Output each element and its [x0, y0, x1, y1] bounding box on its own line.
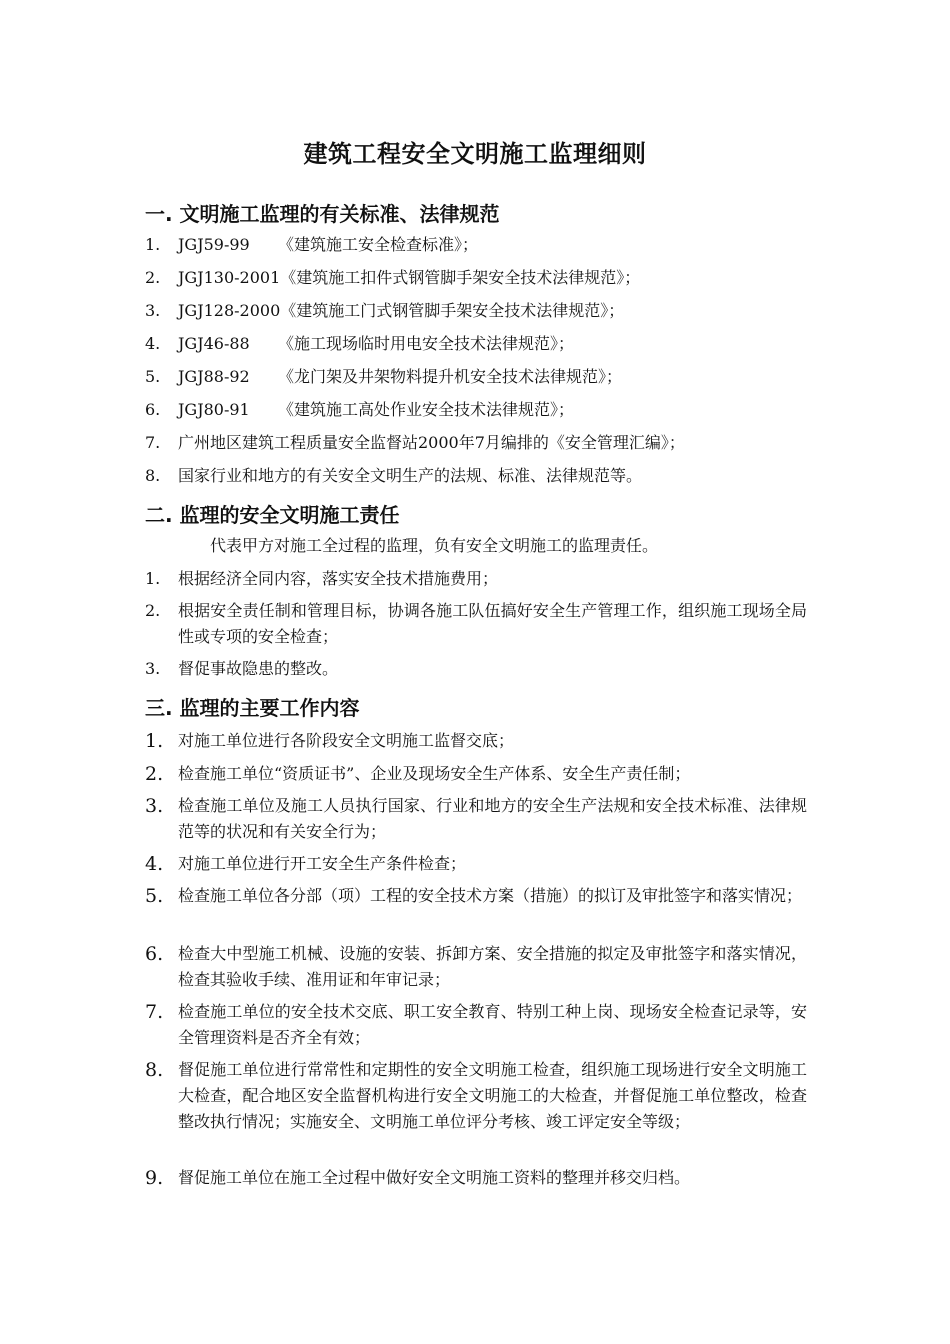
list-text: 根据安全责任制和管理目标，协调各施工队伍搞好安全生产管理工作，组织施工现场全局性或专项的安全检查； [178, 601, 807, 646]
list-text: 根据经济全同内容，落实安全技术措施费用； [178, 569, 499, 588]
list-text: 检查施工单位的安全技术交底、职工安全教育、特别工种上岗、现场安全检查记录等，安全管理资料是否齐全有效； [178, 1002, 807, 1047]
list-item [145, 999, 807, 1051]
list-text: 对施工单位进行开工安全生产条件检查； [178, 854, 467, 873]
list-item [145, 598, 807, 650]
standard-title: 《建筑施工门式钢管脚手架安全技术法律规范》； [280, 301, 625, 320]
list-item [145, 728, 807, 754]
list-item [145, 656, 807, 682]
list-item [145, 883, 807, 909]
list-text: 督促施工单位在施工全过程中做好安全文明施工资料的整理并移交归档。 [178, 1168, 691, 1187]
section-heading-standards: 一. 文明施工监理的有关标准、法律规范 [145, 202, 500, 226]
standard-code: JGJ128-2000 [178, 301, 281, 320]
list-number: 4. [145, 853, 164, 875]
standard-title: 《施工现场临时用电安全技术法律规范》； [278, 334, 575, 353]
standard-title: 《建筑施工高处作业安全技术法律规范》； [278, 400, 575, 419]
list-item [145, 298, 807, 324]
standard-code: JGJ80-91 [178, 400, 250, 419]
list-text: 检查大中型施工机械、设施的安装、拆卸方案、安全措施的拟定及审批签字和落实情况，检查其验收手续、准用证和年审记录； [178, 944, 807, 989]
list-number: 3. [145, 301, 161, 320]
list-number: 7. [145, 433, 161, 452]
list-item [145, 761, 807, 787]
list-number: 4. [145, 334, 161, 353]
standard-title: 《建筑施工安全检查标准》； [278, 235, 479, 254]
list-number: 8. [145, 1059, 164, 1081]
list-number: 6. [145, 400, 161, 419]
list-number: 6. [145, 943, 164, 965]
list-item [145, 331, 807, 357]
list-item [145, 851, 807, 877]
standard-code: JGJ130-2001 [178, 268, 281, 287]
list-item [145, 1057, 807, 1135]
list-text: 检查施工单位各分部（项）工程的安全技术方案（措施）的拟订及审批签字和落实情况； [178, 886, 803, 905]
list-item [145, 232, 807, 258]
list-item [145, 1165, 807, 1191]
list-number: 3. [145, 659, 161, 678]
section-heading-responsibility: 二. 监理的安全文明施工责任 [145, 503, 400, 527]
list-number: 2. [145, 268, 161, 287]
list-number: 5. [145, 885, 164, 907]
list-item [145, 463, 807, 489]
list-item [145, 566, 807, 592]
list-number: 1. [145, 730, 164, 752]
standard-code: JGJ88-92 [178, 367, 250, 386]
list-text: 对施工单位进行各阶段安全文明施工监督交底； [178, 731, 515, 750]
list-number: 1. [145, 235, 161, 254]
list-item [145, 430, 807, 456]
list-text: 督促事故隐患的整改。 [178, 659, 339, 678]
section-intro: 代表甲方对施工全过程的监理，负有安全文明施工的监理责任。 [210, 536, 659, 555]
list-number: 9. [145, 1167, 164, 1189]
standard-code: JGJ59-99 [178, 235, 250, 254]
list-item [145, 793, 807, 845]
list-number: 8. [145, 466, 161, 485]
list-text: 检查施工单位“资质证书”、企业及现场安全生产体系、安全生产责任制； [178, 764, 691, 783]
list-number: 5. [145, 367, 161, 386]
document-title: 建筑工程安全文明施工监理细则 [303, 140, 647, 168]
list-text: 督促施工单位进行常常性和定期性的安全文明施工检查，组织施工现场进行安全文明施工大检查，配合地区安全监督机构进行安全文明施工的大检查，并督促施工单位整改，检查整改执行情况；实施安全、文明施工单位评分考核、竣工评定安全等级； [178, 1060, 807, 1131]
standard-title: 《建筑施工扣件式钢管脚手架安全技术法律规范》； [280, 268, 641, 287]
standard-code: JGJ46-88 [178, 334, 250, 353]
list-item [145, 364, 807, 390]
list-number: 2. [145, 763, 164, 785]
list-number: 1. [145, 569, 161, 588]
list-item [145, 397, 807, 423]
list-text: 广州地区建筑工程质量安全监督站2000年7月编排的《安全管理汇编》； [178, 433, 685, 452]
section-heading-work-content: 三. 监理的主要工作内容 [145, 696, 360, 720]
standard-title: 《龙门架及井架物料提升机安全技术法律规范》； [278, 367, 623, 386]
list-number: 7. [145, 1001, 164, 1023]
list-item [145, 941, 807, 993]
list-number: 3. [145, 795, 164, 817]
list-item [145, 265, 807, 291]
list-text: 检查施工单位及施工人员执行国家、行业和地方的安全生产法规和安全技术标准、法律规范等的状况和有关安全行为； [178, 796, 807, 841]
list-text: 国家行业和地方的有关安全文明生产的法规、标准、法律规范等。 [178, 466, 643, 485]
list-number: 2. [145, 601, 161, 620]
